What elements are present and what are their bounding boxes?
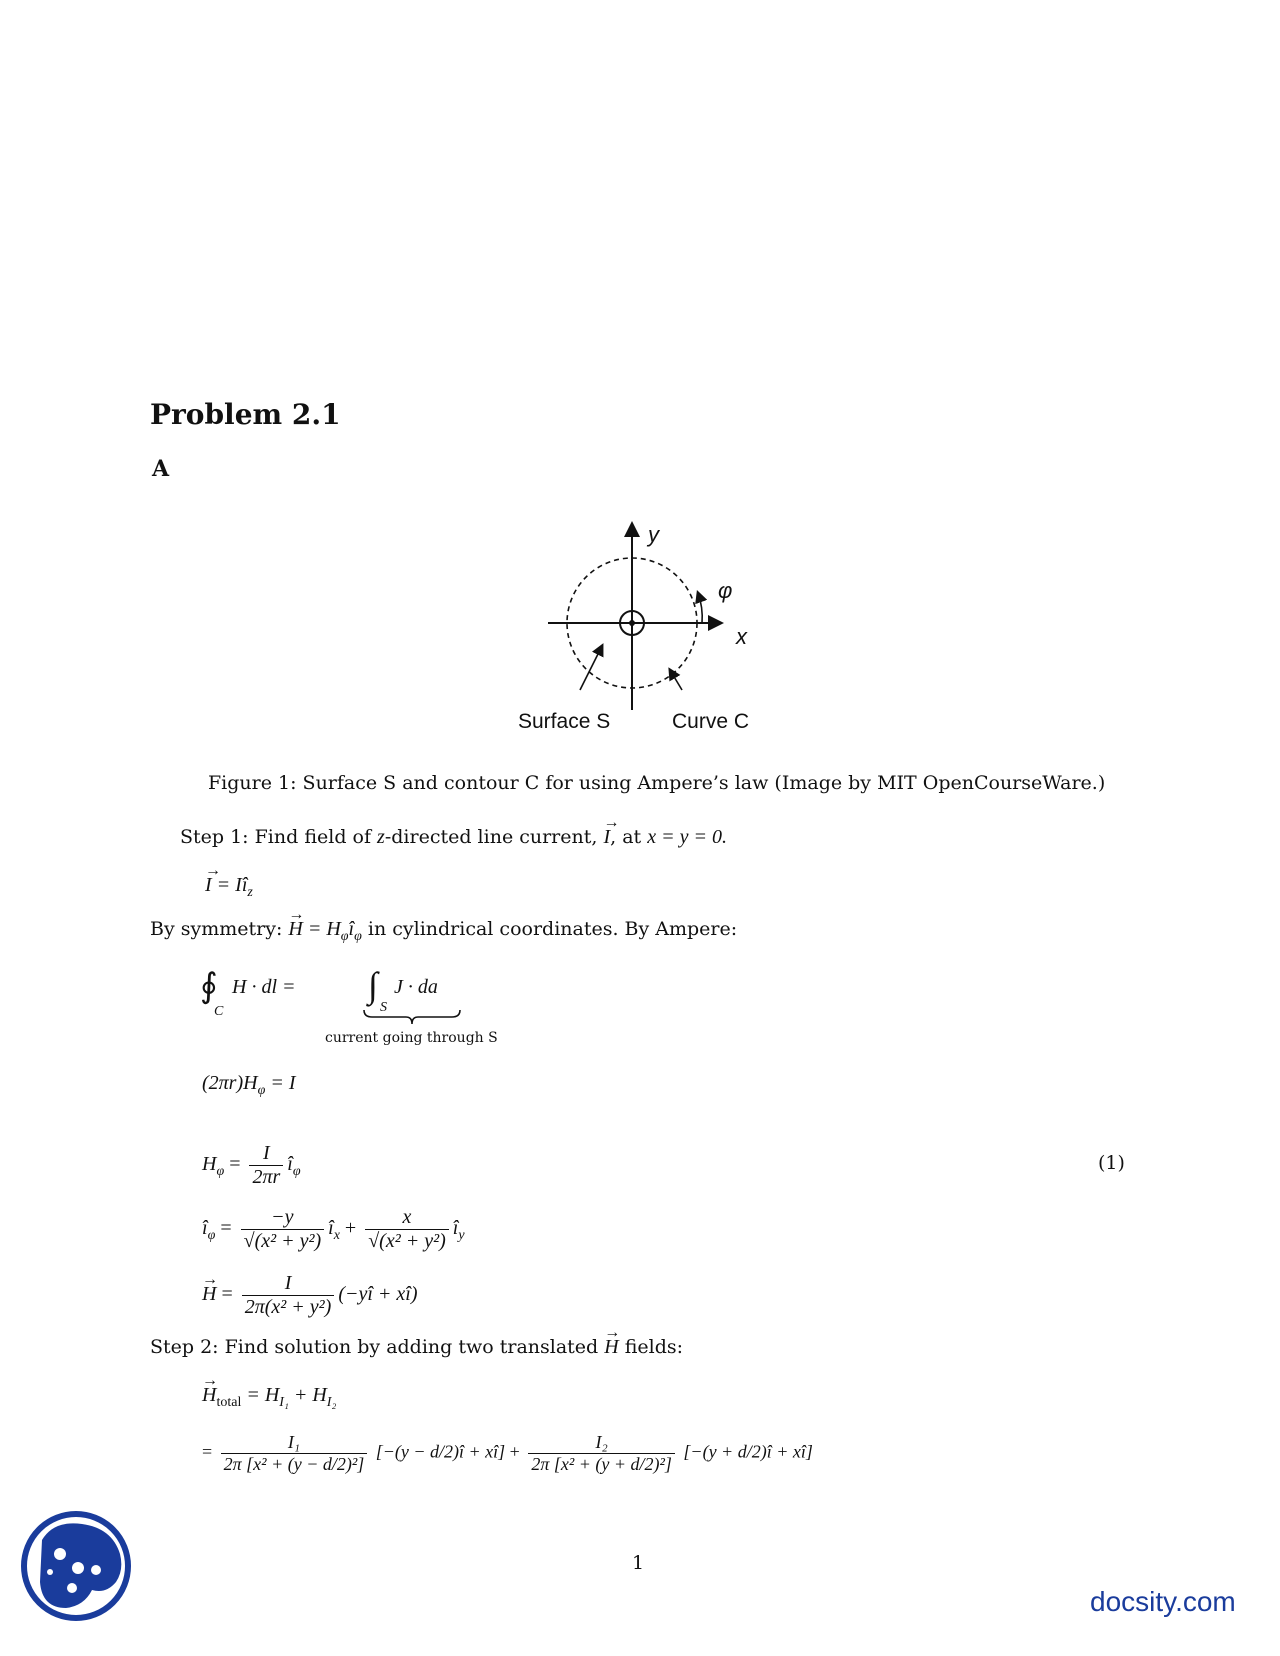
equation-number: (1) xyxy=(1098,1152,1125,1174)
eq-total-plus: + H xyxy=(288,1384,327,1406)
eq-current-sub: z xyxy=(247,885,253,900)
eq-2pir-sub: φ xyxy=(257,1083,266,1098)
step1-eq: x = y = 0. xyxy=(647,826,727,848)
symmetry-b: in cylindrical coordinates. By Ampere: xyxy=(361,918,738,940)
current-dot xyxy=(629,620,635,626)
eq-sum-frac2 xyxy=(528,1432,675,1475)
symmetry-phi2: φ xyxy=(354,928,362,944)
eq-total-I2: I₂ xyxy=(326,1395,337,1410)
eq-total-I1: I₁ xyxy=(279,1395,289,1410)
int-symbol: ∫ xyxy=(368,965,378,1005)
oint-symbol: ∮ xyxy=(200,968,218,1005)
underbrace-label: current going through S xyxy=(325,1030,498,1046)
eq-iphi-frac1 xyxy=(241,1206,325,1253)
eq-iphi-plus: + xyxy=(344,1217,357,1240)
step1-a: Step 1: Find field of xyxy=(180,826,378,848)
step1-c: , at xyxy=(610,826,648,848)
oint-sub: C xyxy=(214,1004,224,1019)
eq-sum-br2: [−(y + d/2)î + xî] xyxy=(683,1441,813,1462)
eq-current xyxy=(205,874,253,901)
curve-pointer xyxy=(670,670,682,690)
int-sub: S xyxy=(380,1000,387,1015)
eq-total xyxy=(202,1384,336,1411)
step1-I: → I xyxy=(603,826,610,849)
step1-b: -directed line current, xyxy=(384,826,604,848)
page-number: 1 xyxy=(632,1552,645,1574)
eq-Hphi-num: I xyxy=(249,1142,283,1166)
eq-Hphi-frac xyxy=(249,1142,283,1189)
eq-sum-den2: 2π [x² + (y + d/2)²] xyxy=(531,1454,672,1474)
eq-current-rhs: = Iî xyxy=(216,874,248,896)
eq-iphi-eq: = xyxy=(220,1217,232,1240)
eq-sum-eq: = xyxy=(202,1441,213,1462)
step1-text xyxy=(180,826,727,849)
eq-iphi-lhs: î xyxy=(202,1217,208,1240)
ampere-rhs: J · da xyxy=(394,976,438,998)
eq-H-frac xyxy=(242,1272,335,1319)
eq-Hphi-lhs: H xyxy=(202,1153,217,1176)
eq-Hphi-den: 2πr xyxy=(252,1166,281,1188)
eq-H-den: 2π(x² + y²) xyxy=(244,1296,332,1318)
eq-H-eq: = xyxy=(221,1283,233,1306)
eq-total-rhs: = H xyxy=(246,1384,280,1406)
eq-2pir xyxy=(202,1072,295,1099)
symmetry-line xyxy=(150,918,737,945)
ampere-figure xyxy=(520,510,760,730)
eq-2pir-lhs: (2πr)H xyxy=(202,1072,258,1094)
eq-sum-br1: [−(y − d/2)î + xî] xyxy=(375,1441,506,1462)
curve-label: Curve C xyxy=(672,710,750,733)
section-label: A xyxy=(152,456,170,482)
x-axis-label: x xyxy=(736,624,747,649)
eq-iphi-num1: −y xyxy=(241,1206,325,1230)
eq-sum-num1: I₁ xyxy=(221,1432,368,1454)
eq-sum-plus: + xyxy=(509,1441,520,1462)
figure-caption: Figure 1: Surface S and contour C for using Ampere’s law (Image by MIT OpenCourseWare.) xyxy=(208,772,1106,794)
eq-H-num: I xyxy=(242,1272,335,1296)
eq-iphi-end-sub: y xyxy=(458,1228,465,1244)
eq-iphi-mid: î xyxy=(328,1217,334,1240)
eq-H xyxy=(202,1272,418,1319)
eq-iphi-den1: √(x² + y²) xyxy=(243,1230,322,1252)
eq-iphi-frac2 xyxy=(365,1206,449,1253)
eq-iphi-mid-sub: x xyxy=(333,1228,340,1244)
ampere-lhs: H · dl = xyxy=(232,976,296,998)
brand-name[interactable]: docsity.com xyxy=(1090,1586,1236,1617)
eq-Hphi-tail: î xyxy=(287,1153,293,1176)
phi-label: φ xyxy=(718,578,733,603)
eq-H-tail: (−yî + xî) xyxy=(338,1283,418,1306)
eq-total-lhs: → H xyxy=(202,1384,216,1407)
phi-arrow xyxy=(698,593,702,623)
eq-iphi-num2: x xyxy=(365,1206,449,1230)
eq-total-lhs-sub: total xyxy=(216,1395,242,1410)
step2-line xyxy=(150,1336,683,1359)
eq-current-lhs: → I xyxy=(205,874,212,897)
eq-Hphi-sub: φ xyxy=(216,1164,225,1180)
eq-iphi-den2: √(x² + y²) xyxy=(368,1230,446,1252)
step2-H: → H xyxy=(604,1336,618,1359)
eq-iphi-end: î xyxy=(452,1217,459,1240)
symmetry-H: → H xyxy=(288,918,302,941)
page-title: Problem 2.1 xyxy=(150,398,341,431)
eq-sum-frac1 xyxy=(221,1432,368,1475)
symmetry-a: By symmetry: xyxy=(150,918,289,940)
eq-iphi-sub: φ xyxy=(207,1228,216,1244)
eq-Hphi-eq: = xyxy=(229,1153,241,1176)
docsity-logo-icon xyxy=(20,1510,132,1622)
eq-Hphi xyxy=(202,1142,301,1189)
eq-Hphi-tail-sub: φ xyxy=(292,1164,301,1180)
underbrace xyxy=(362,1008,462,1026)
step1-z: z xyxy=(377,826,385,848)
eq-sum-den1: 2π [x² + (y − d/2)²] xyxy=(223,1454,365,1474)
eq-sum-num2: I₂ xyxy=(528,1432,675,1454)
surface-pointer xyxy=(580,646,602,690)
eq-2pir-rhs: = I xyxy=(265,1072,296,1094)
eq-sum xyxy=(202,1432,813,1475)
symmetry-phi1: φ xyxy=(340,928,349,944)
y-axis-label: y xyxy=(648,522,659,547)
eq-H-lhs: → H xyxy=(202,1283,216,1306)
surface-label: Surface S xyxy=(518,710,611,733)
step2-text-b: fields: xyxy=(618,1336,684,1358)
symmetry-rhs: = H xyxy=(302,918,341,940)
symmetry-ihat: î xyxy=(348,918,355,940)
step2-text: Step 2: Find solution by adding two translated xyxy=(150,1336,605,1358)
eq-iphi xyxy=(202,1206,465,1253)
